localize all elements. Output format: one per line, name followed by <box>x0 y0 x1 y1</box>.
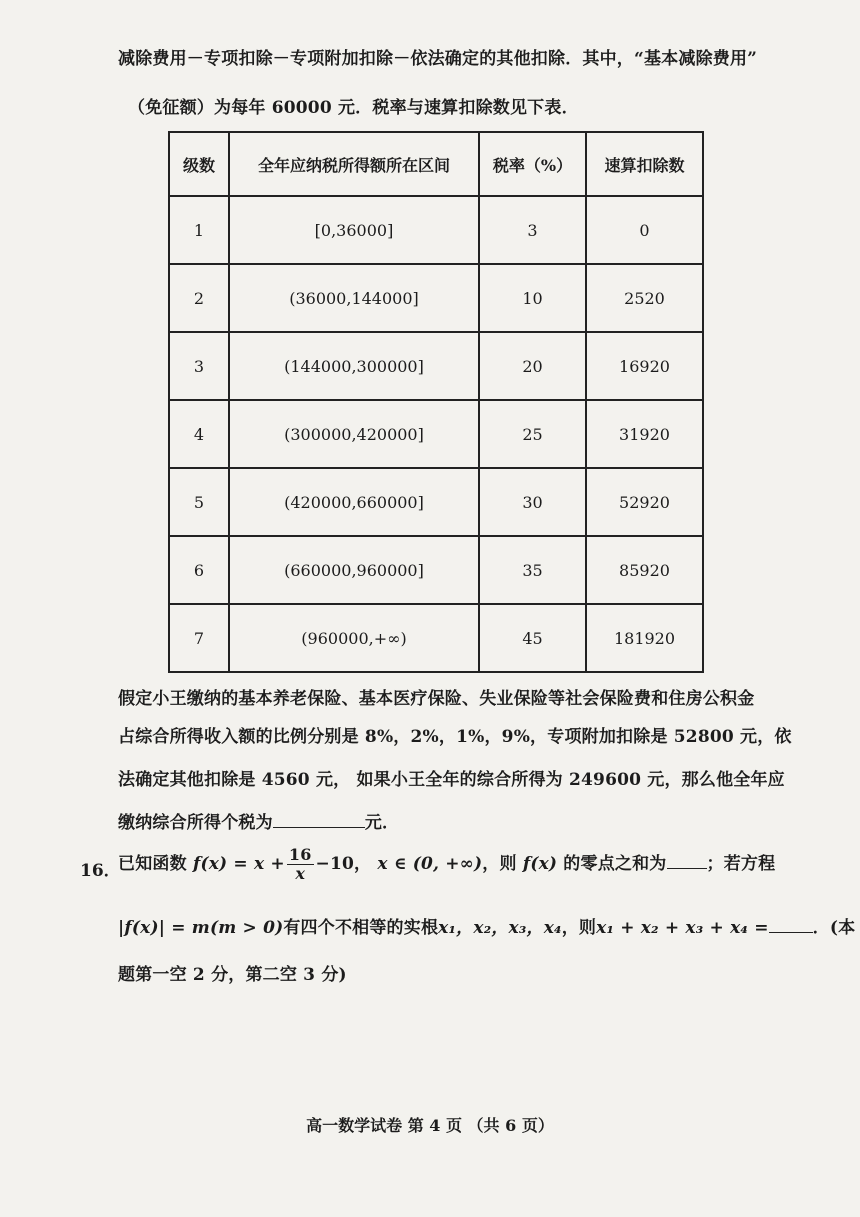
table-header-row <box>169 132 703 196</box>
answer-blank-q16-2[interactable] <box>769 916 813 933</box>
cell-rate: 3 <box>479 196 586 264</box>
q16-text-d: ；若方程 <box>706 854 776 874</box>
abs-equation: |f(x)| = m(m > 0) <box>118 918 284 938</box>
cell-rate: 45 <box>479 604 586 672</box>
table-row <box>169 264 703 332</box>
q16-line-3: 题第一空 2 分，第二空 3 分) <box>118 965 347 985</box>
fraction-denominator: x <box>295 864 306 883</box>
cell-rate: 35 <box>479 536 586 604</box>
q15-line-1: 假定小王缴纳的基本养老保险、基本医疗保险、失业保险等社会保险费和住房公积金 <box>118 689 755 709</box>
table-row <box>169 468 703 536</box>
q15-line-3: 法确定其他扣除是 4560 元， 如果小王全年的综合所得为 249600 元，那么他全年应 <box>118 770 785 790</box>
table-row <box>169 604 703 672</box>
cell-level: 4 <box>169 400 229 468</box>
roots: x₁，x₂，x₃，x₄ <box>438 918 562 938</box>
intro-line-2: （免征额）为每年 60000 元．税率与速算扣除数见下表． <box>128 98 579 118</box>
cell-range: (144000,300000] <box>229 332 479 400</box>
cell-rate: 30 <box>479 468 586 536</box>
cell-range: (960000,+∞) <box>229 604 479 672</box>
cell-level: 3 <box>169 332 229 400</box>
cell-range: (660000,960000] <box>229 536 479 604</box>
cell-rate: 25 <box>479 400 586 468</box>
function-eq-end: −10， <box>315 854 372 874</box>
header-rate: 税率（%） <box>479 132 586 196</box>
q16-text-a: 已知函数 <box>118 854 187 874</box>
cell-deduction: 16920 <box>586 332 703 400</box>
answer-blank-q16-1[interactable] <box>667 852 707 869</box>
domain: x ∈ (0, +∞) <box>377 854 483 874</box>
cell-rate: 20 <box>479 332 586 400</box>
cell-rate: 10 <box>479 264 586 332</box>
q15-line-4 <box>118 808 798 833</box>
q15-line-2: 占综合所得收入额的比例分别是 8%，2%，1%，9%，专项附加扣除是 52800 元，依 <box>118 727 792 747</box>
q16-text-c: 的零点之和为 <box>563 854 667 874</box>
cell-range: [0,36000] <box>229 196 479 264</box>
fraction-numerator: 16 <box>288 845 312 864</box>
intro-line-1: 减除费用－专项扣除－专项附加扣除－依法确定的其他扣除．其中，“基本减除费用” <box>118 49 758 69</box>
q16-roots-text-2: ，则 <box>561 918 597 938</box>
cell-level: 5 <box>169 468 229 536</box>
function-f-ref: f(x) <box>522 854 558 874</box>
q15-prompt: 缴纳综合所得个税为 <box>118 813 273 833</box>
fraction-16-over-x <box>287 846 314 883</box>
header-deduction: 速算扣除数 <box>586 132 703 196</box>
question-number-16: 16． <box>80 861 121 881</box>
q16-line-1 <box>118 846 798 883</box>
cell-deduction: 181920 <box>586 604 703 672</box>
cell-deduction: 0 <box>586 196 703 264</box>
q16-line-2 <box>118 913 856 938</box>
cell-deduction: 31920 <box>586 400 703 468</box>
page-footer: 高一数学试卷 第 4 页 （共 6 页） <box>306 1116 554 1135</box>
table-row <box>169 332 703 400</box>
cell-deduction: 52920 <box>586 468 703 536</box>
cell-level: 6 <box>169 536 229 604</box>
cell-deduction: 85920 <box>586 536 703 604</box>
table-row <box>169 196 703 264</box>
header-level: 级数 <box>169 132 229 196</box>
q16-text-b: ，则 <box>482 854 517 874</box>
answer-blank-q15[interactable] <box>273 811 365 828</box>
q16-roots-text: 有四个不相等的实根 <box>283 918 439 938</box>
cell-range: (420000,660000] <box>229 468 479 536</box>
roots-sum: x₁ + x₂ + x₃ + x₄ = <box>596 918 769 938</box>
function-eq-start: = x + <box>233 854 285 874</box>
q15-unit: 元． <box>364 813 400 833</box>
cell-level: 1 <box>169 196 229 264</box>
q16-line2-end: ．(本 <box>812 918 856 938</box>
cell-range: (300000,420000] <box>229 400 479 468</box>
cell-level: 7 <box>169 604 229 672</box>
cell-level: 2 <box>169 264 229 332</box>
cell-range: (36000,144000] <box>229 264 479 332</box>
table-row <box>169 536 703 604</box>
tax-rate-table <box>168 131 704 673</box>
function-f: f(x) <box>192 854 228 874</box>
table-row <box>169 400 703 468</box>
cell-deduction: 2520 <box>586 264 703 332</box>
header-range: 全年应纳税所得额所在区间 <box>229 132 479 196</box>
